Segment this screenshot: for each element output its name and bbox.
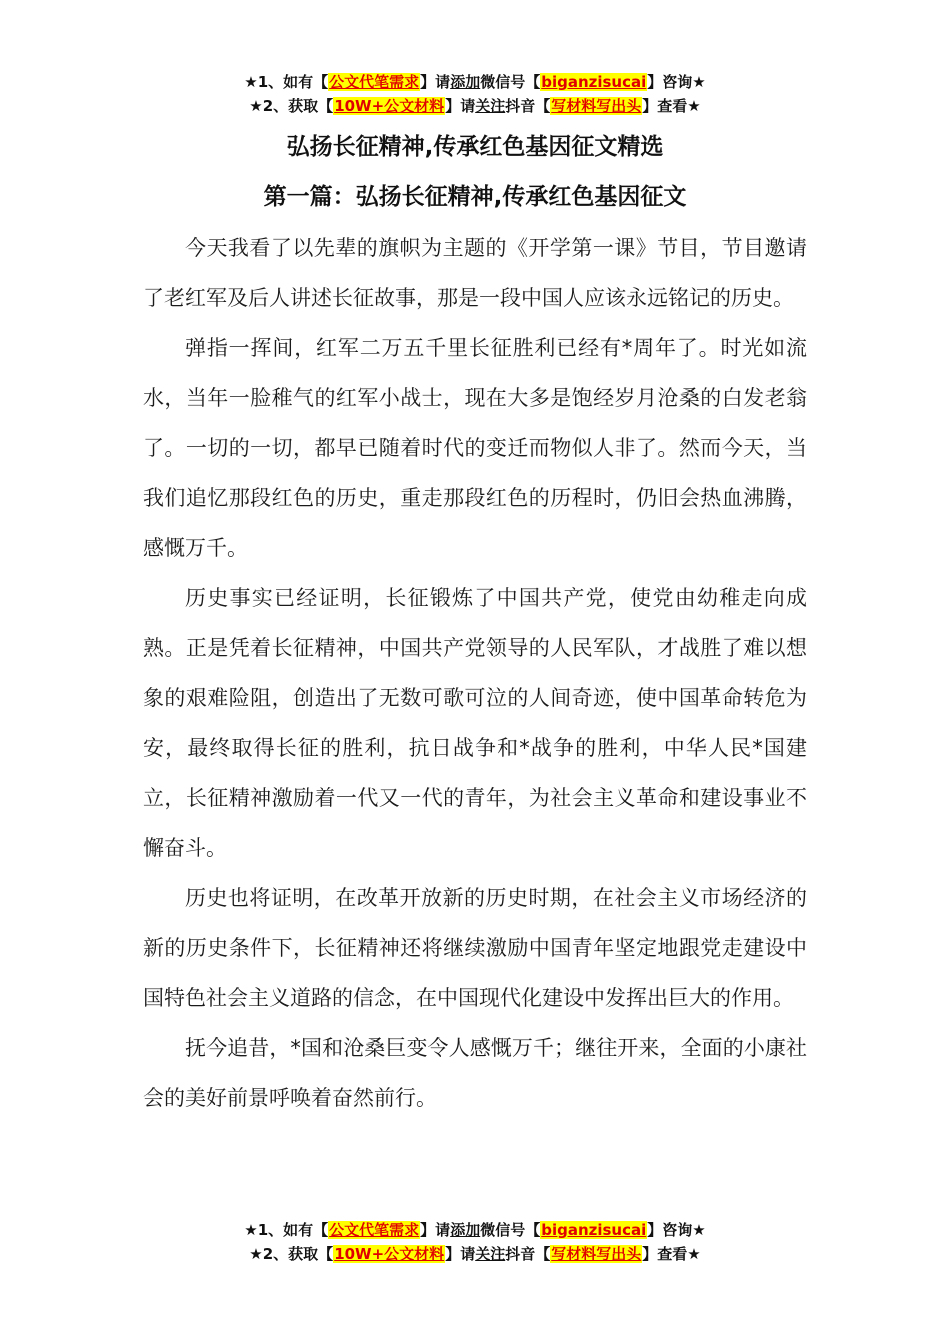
banner-line-1 xyxy=(0,1218,950,1242)
paragraph: 历史事实已经证明，长征锻炼了中国共产党，使党由幼稚走向成熟。正是凭着长征精神，中国共产党领导的人民军队，才战胜了难以想象的艰难险阻，创造出了无数可歌可泣的人间奇迹，使中国革命转危为安，最终取得长征的胜利，抗日战争和*战争的胜利，中华人民*国建立，长征精神激励着一代又一代的青年，为社会主义革命和建设事业不懈奋斗。 xyxy=(143,586,807,860)
highlight-service: 公文代笔需求 xyxy=(329,1221,420,1239)
header-banner xyxy=(0,70,950,118)
underlined-word: 添加 xyxy=(450,73,481,91)
footer-banner xyxy=(0,1218,950,1266)
banner-text: 】请 xyxy=(445,97,476,115)
underlined-word: 关注 xyxy=(475,1245,506,1263)
banner-text: ★1、如有【 xyxy=(244,1221,329,1239)
banner-text: ★2、获取【 xyxy=(249,1245,334,1263)
highlight-douyin-id: 写材料写出头 xyxy=(551,1245,642,1263)
highlight-wechat-id: biganzisucai xyxy=(541,73,647,91)
banner-text: 】查看★ xyxy=(642,1245,701,1263)
document-title: 弘扬长征精神,传承红色基因征文精选 xyxy=(286,134,664,160)
banner-line-2 xyxy=(0,1242,950,1266)
highlight-douyin-id: 写材料写出头 xyxy=(551,97,642,115)
paragraph: 弹指一挥间，红军二万五千里长征胜利已经有*周年了。时光如流水，当年一脸稚气的红军小战士，现在大多是饱经岁月沧桑的白发老翁了。一切的一切，都早已随着时代的变迁而物似人非了。然而今天，当我们追忆那段红色的历史，重走那段红色的历程时，仍旧会热血沸腾，感慨万千。 xyxy=(143,336,807,560)
banner-text: 】请 xyxy=(420,1221,451,1239)
document-body xyxy=(143,223,807,1123)
banner-text: 】咨询★ xyxy=(647,1221,706,1239)
document-subtitle: 第一篇：弘扬长征精神,传承红色基因征文 xyxy=(263,184,687,210)
banner-line-1 xyxy=(0,70,950,94)
banner-text: ★1、如有【 xyxy=(244,73,329,91)
highlight-materials: 10W+公文材料 xyxy=(334,1245,445,1263)
banner-text: 微信号【 xyxy=(480,73,541,91)
underlined-word: 添加 xyxy=(450,1221,481,1239)
paragraph: 历史也将证明，在改革开放新的历史时期，在社会主义市场经济的新的历史条件下，长征精神还将继续激励中国青年坚定地跟党走建设中国特色社会主义道路的信念，在中国现代化建设中发挥出巨大的作用。 xyxy=(143,886,807,1010)
banner-text: 微信号【 xyxy=(480,1221,541,1239)
paragraph: 今天我看了以先辈的旗帜为主题的《开学第一课》节目，节目邀请了老红军及后人讲述长征故事，那是一段中国人应该永远铭记的历史。 xyxy=(143,236,807,310)
highlight-materials: 10W+公文材料 xyxy=(334,97,445,115)
banner-text: 】请 xyxy=(445,1245,476,1263)
banner-text: ★2、获取【 xyxy=(249,97,334,115)
paragraph: 抚今追昔，*国和沧桑巨变令人感慨万千；继往开来，全面的小康社会的美好前景呼唤着奋然前行。 xyxy=(143,1036,807,1110)
banner-text: 】查看★ xyxy=(642,97,701,115)
banner-text: 】咨询★ xyxy=(647,73,706,91)
underlined-word: 关注 xyxy=(475,97,506,115)
highlight-service: 公文代笔需求 xyxy=(329,73,420,91)
banner-text: 抖音【 xyxy=(505,97,551,115)
banner-line-2 xyxy=(0,94,950,118)
highlight-wechat-id: biganzisucai xyxy=(541,1221,647,1239)
banner-text: 】请 xyxy=(420,73,451,91)
banner-text: 抖音【 xyxy=(505,1245,551,1263)
